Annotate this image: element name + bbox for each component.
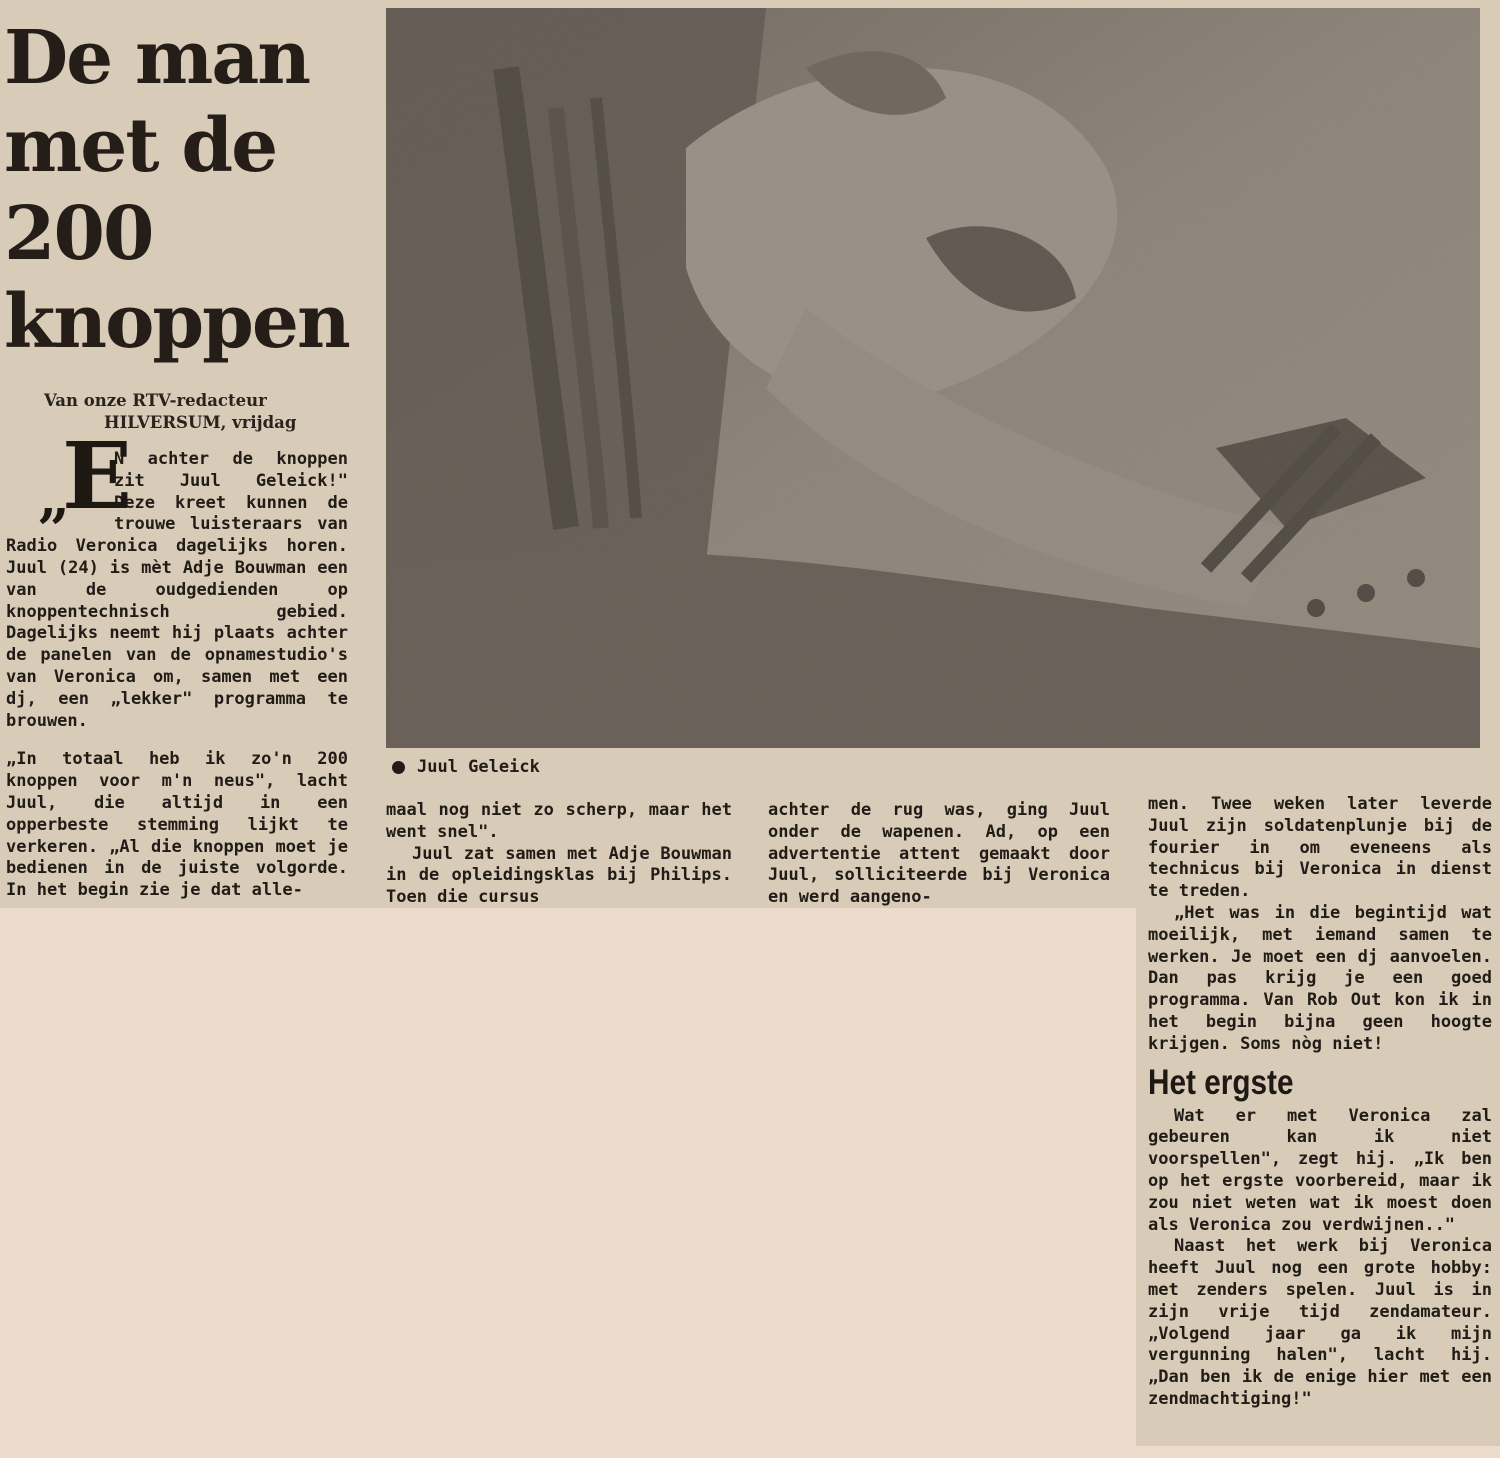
column-2 <box>386 800 732 909</box>
photo-caption <box>392 757 540 777</box>
caption-bullet-icon <box>392 761 405 774</box>
subheading-het-ergste: Het ergste <box>1148 1062 1294 1102</box>
byline-author: Van onze RTV-redacteur <box>44 391 267 410</box>
headline: De man met de 200 knoppen <box>4 15 349 365</box>
drop-cap-letter: E <box>62 422 133 530</box>
photo-juul-geleick <box>386 8 1480 748</box>
byline-dateline: HILVERSUM, vrijdag <box>104 413 297 432</box>
column-1-paragraph-2: „In totaal heb ik zo'n 200 knoppen voor m'n neus", lacht Juul, die altijd in een opperbeste stemming lijkt te verkeren. „Al die knoppen moet je bedienen in de juiste volgorde. In het begin zie je dat alle- <box>6 749 348 901</box>
drop-cap-quote: „ <box>38 465 71 531</box>
column-4-paragraph-2: „Het was in die begintijd wat moeilijk, met iemand samen te werken. Je moet een dj aanvoelen. Dan pas krijg je een goed programma. Van Rob Out kon ik in het begin bijna geen hoogte krijgen. Soms nòg niet! <box>1148 902 1492 1054</box>
column-2-paragraph-1: maal nog niet zo scherp, maar het went snel". <box>386 800 732 842</box>
column-4 <box>1148 794 1492 1411</box>
column-2-paragraph-2: Juul zat samen met Adje Bouwman in de opleidingsklas bij Philips. Toen die cursus <box>386 843 732 908</box>
photo-image <box>386 8 1480 748</box>
column-4-paragraph-3: Wat er met Veronica zal gebeuren kan ik niet voorspellen", zegt hij. „Ik ben op het ergste voorbereid, maar ik zou niet weten wat ik moest doen als Veronica zou verdwijnen.." <box>1148 1105 1492 1235</box>
column-3 <box>768 800 1110 909</box>
caption-text: Juul Geleick <box>417 757 540 777</box>
column-4-paragraph-1: men. Twee weken later leverde Juul zijn soldatenplunje bij de fourier in om eveneens als technicus bij Veronica in dienst te treden. <box>1148 794 1492 902</box>
column-4-paragraph-4: Naast het werk bij Veronica heeft Juul nog een grote hobby: met zenders spelen. Juul is in zijn vrije tijd zendamateur. „Volgend jaar ga ik mijn vergunning halen", lacht hij. „Dan ben ik de enige hier met een zendmachtiging!" <box>1148 1236 1492 1409</box>
drop-cap <box>6 422 133 531</box>
column-3-paragraph-1: achter de rug was, ging Juul onder de wapenen. Ad, op een advertentie attent gemaakt door Juul, solliciteerde bij Veronica en werd aangeno- <box>768 800 1110 908</box>
lead-paragraph: N achter de knoppen zit Juul Geleick!" Deze kreet kunnen de trouwe luisteraars van Radio Veronica dagelijks horen. Juul (24) is mèt Adje Bouwman een van de oudgedienden op knoppentechnisch gebied. Dagelijks neemt hij plaats achter de panelen van de opnamestudio's van Veronica om, samen met een dj, een „lekker" programma te brouwen. <box>6 449 348 731</box>
